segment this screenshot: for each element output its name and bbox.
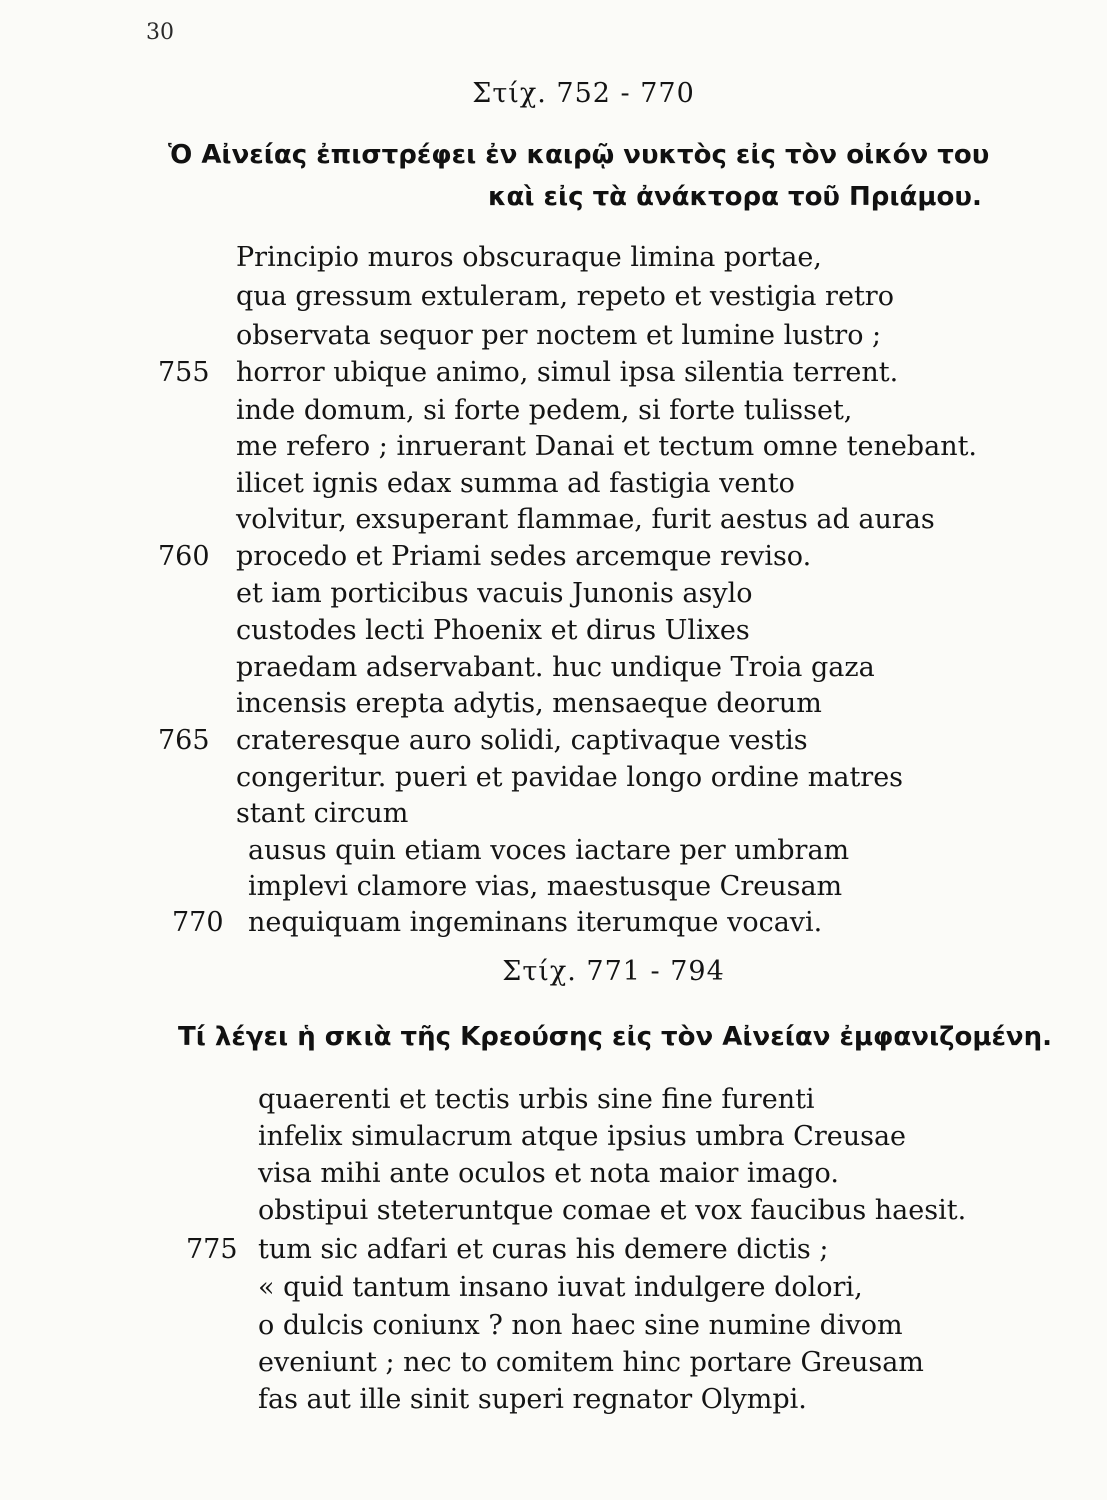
verse-line bbox=[0, 277, 1000, 317]
verse-text: ilicet ignis edax summa ad fastigia vento bbox=[236, 468, 795, 499]
verse-text: ausus quin etiam voces iactare per umbram bbox=[248, 835, 850, 866]
verse-line bbox=[0, 1154, 1000, 1194]
verse-text: inde domum, si forte pedem, si forte tulisset, bbox=[236, 395, 853, 426]
verse-text: qua gressum extuleram, repeto et vestigia retro bbox=[236, 281, 894, 312]
verse-text: eveniunt ; nec to comitem hinc portare Greusam bbox=[258, 1347, 924, 1378]
line-number: 775 bbox=[186, 1234, 238, 1265]
verse-line bbox=[0, 1306, 1000, 1346]
verse-line bbox=[0, 1343, 1000, 1383]
verse-text: Principio muros obscuraque limina portae, bbox=[236, 242, 822, 273]
verse-line bbox=[0, 867, 1000, 907]
line-number: 760 bbox=[158, 541, 210, 572]
verse-text: tum sic adfari et curas his demere dictis ; bbox=[258, 1234, 829, 1265]
verse-line bbox=[0, 794, 1000, 834]
verse-line bbox=[0, 758, 1000, 798]
verse-line bbox=[0, 353, 1000, 393]
greek-title-line: Τί λέγει ἡ σκιὰ τῆς Κρεούσης εἰς τὸν Αἰνείαν ἐμφανιζομένη. bbox=[178, 1022, 1053, 1052]
verse-text: congeritur. pueri et pavidae longo ordine matres bbox=[236, 762, 904, 793]
verse-text: « quid tantum insano iuvat indulgere dolori, bbox=[258, 1272, 863, 1303]
verse-line bbox=[0, 1191, 1000, 1231]
verse-text: implevi clamore vias, maestusque Creusam bbox=[248, 871, 843, 902]
line-number: 770 bbox=[172, 907, 224, 938]
verse-line bbox=[0, 831, 1000, 871]
verse-line bbox=[0, 648, 1000, 688]
verse-text: me refero ; inruerant Danai et tectum omne tenebant. bbox=[236, 431, 978, 462]
verse-line bbox=[0, 500, 1000, 540]
verse-line bbox=[0, 316, 1000, 356]
verse-text: observata sequor per noctem et lumine lustro ; bbox=[236, 320, 882, 351]
verse-text: fas aut ille sinit superi regnator Olympi. bbox=[258, 1384, 807, 1415]
verse-line bbox=[0, 574, 1000, 614]
verse-line bbox=[0, 537, 1000, 577]
page-number: 30 bbox=[146, 20, 174, 45]
verse-line bbox=[0, 721, 1000, 761]
verse-line bbox=[0, 391, 1000, 431]
verse-line bbox=[0, 1380, 1000, 1420]
verse-text: visa mihi ante oculos et nota maior imago. bbox=[258, 1158, 839, 1189]
verse-text: praedam adservabant. huc undique Troia gaza bbox=[236, 652, 875, 683]
verse-line bbox=[0, 684, 1000, 724]
verse-text: stant circum bbox=[236, 798, 409, 829]
verse-line bbox=[0, 1230, 1000, 1270]
line-number: 755 bbox=[158, 357, 210, 388]
verse-text: nequiquam ingeminans iterumque vocavi. bbox=[248, 907, 823, 938]
verse-line bbox=[0, 1268, 1000, 1308]
verse-text: crateresque auro solidi, captivaque vestis bbox=[236, 725, 808, 756]
verse-text: obstipui steteruntque comae et vox faucibus haesit. bbox=[258, 1195, 967, 1226]
verse-text: incensis erepta adytis, mensaeque deorum bbox=[236, 688, 822, 719]
section-heading: Στίχ. 752 - 770 bbox=[472, 78, 695, 109]
verse-line bbox=[0, 1080, 1000, 1120]
verse-text: o dulcis coniunx ? non haec sine numine divom bbox=[258, 1310, 903, 1341]
verse-line bbox=[0, 427, 1000, 467]
greek-title-line: Ὁ Αἰνείας ἐπιστρέφει ἐν καιρῷ νυκτὸς εἰς τὸν οἰκόν του bbox=[168, 140, 990, 170]
verse-text: custodes lecti Phoenix et dirus Ulixes bbox=[236, 615, 750, 646]
verse-text: volvitur, exsuperant flammae, furit aestus ad auras bbox=[236, 504, 935, 535]
verse-text: horror ubique animo, simul ipsa silentia terrent. bbox=[236, 357, 899, 388]
verse-text: infelix simulacrum atque ipsius umbra Creusae bbox=[258, 1121, 907, 1152]
verse-line bbox=[0, 903, 1000, 943]
verse-line bbox=[0, 1117, 1000, 1157]
section-heading: Στίχ. 771 - 794 bbox=[502, 956, 725, 987]
verse-text: et iam porticibus vacuis Junonis asylo bbox=[236, 578, 753, 609]
verse-text: quaerenti et tectis urbis sine fine furenti bbox=[258, 1084, 815, 1115]
verse-line bbox=[0, 464, 1000, 504]
verse-text: procedo et Priami sedes arcemque reviso. bbox=[236, 541, 812, 572]
line-number: 765 bbox=[158, 725, 210, 756]
greek-title-line: καὶ εἰς τὰ ἀνάκτορα τοῦ Πριάμου. bbox=[488, 182, 982, 212]
verse-line bbox=[0, 238, 1000, 278]
verse-line bbox=[0, 611, 1000, 651]
